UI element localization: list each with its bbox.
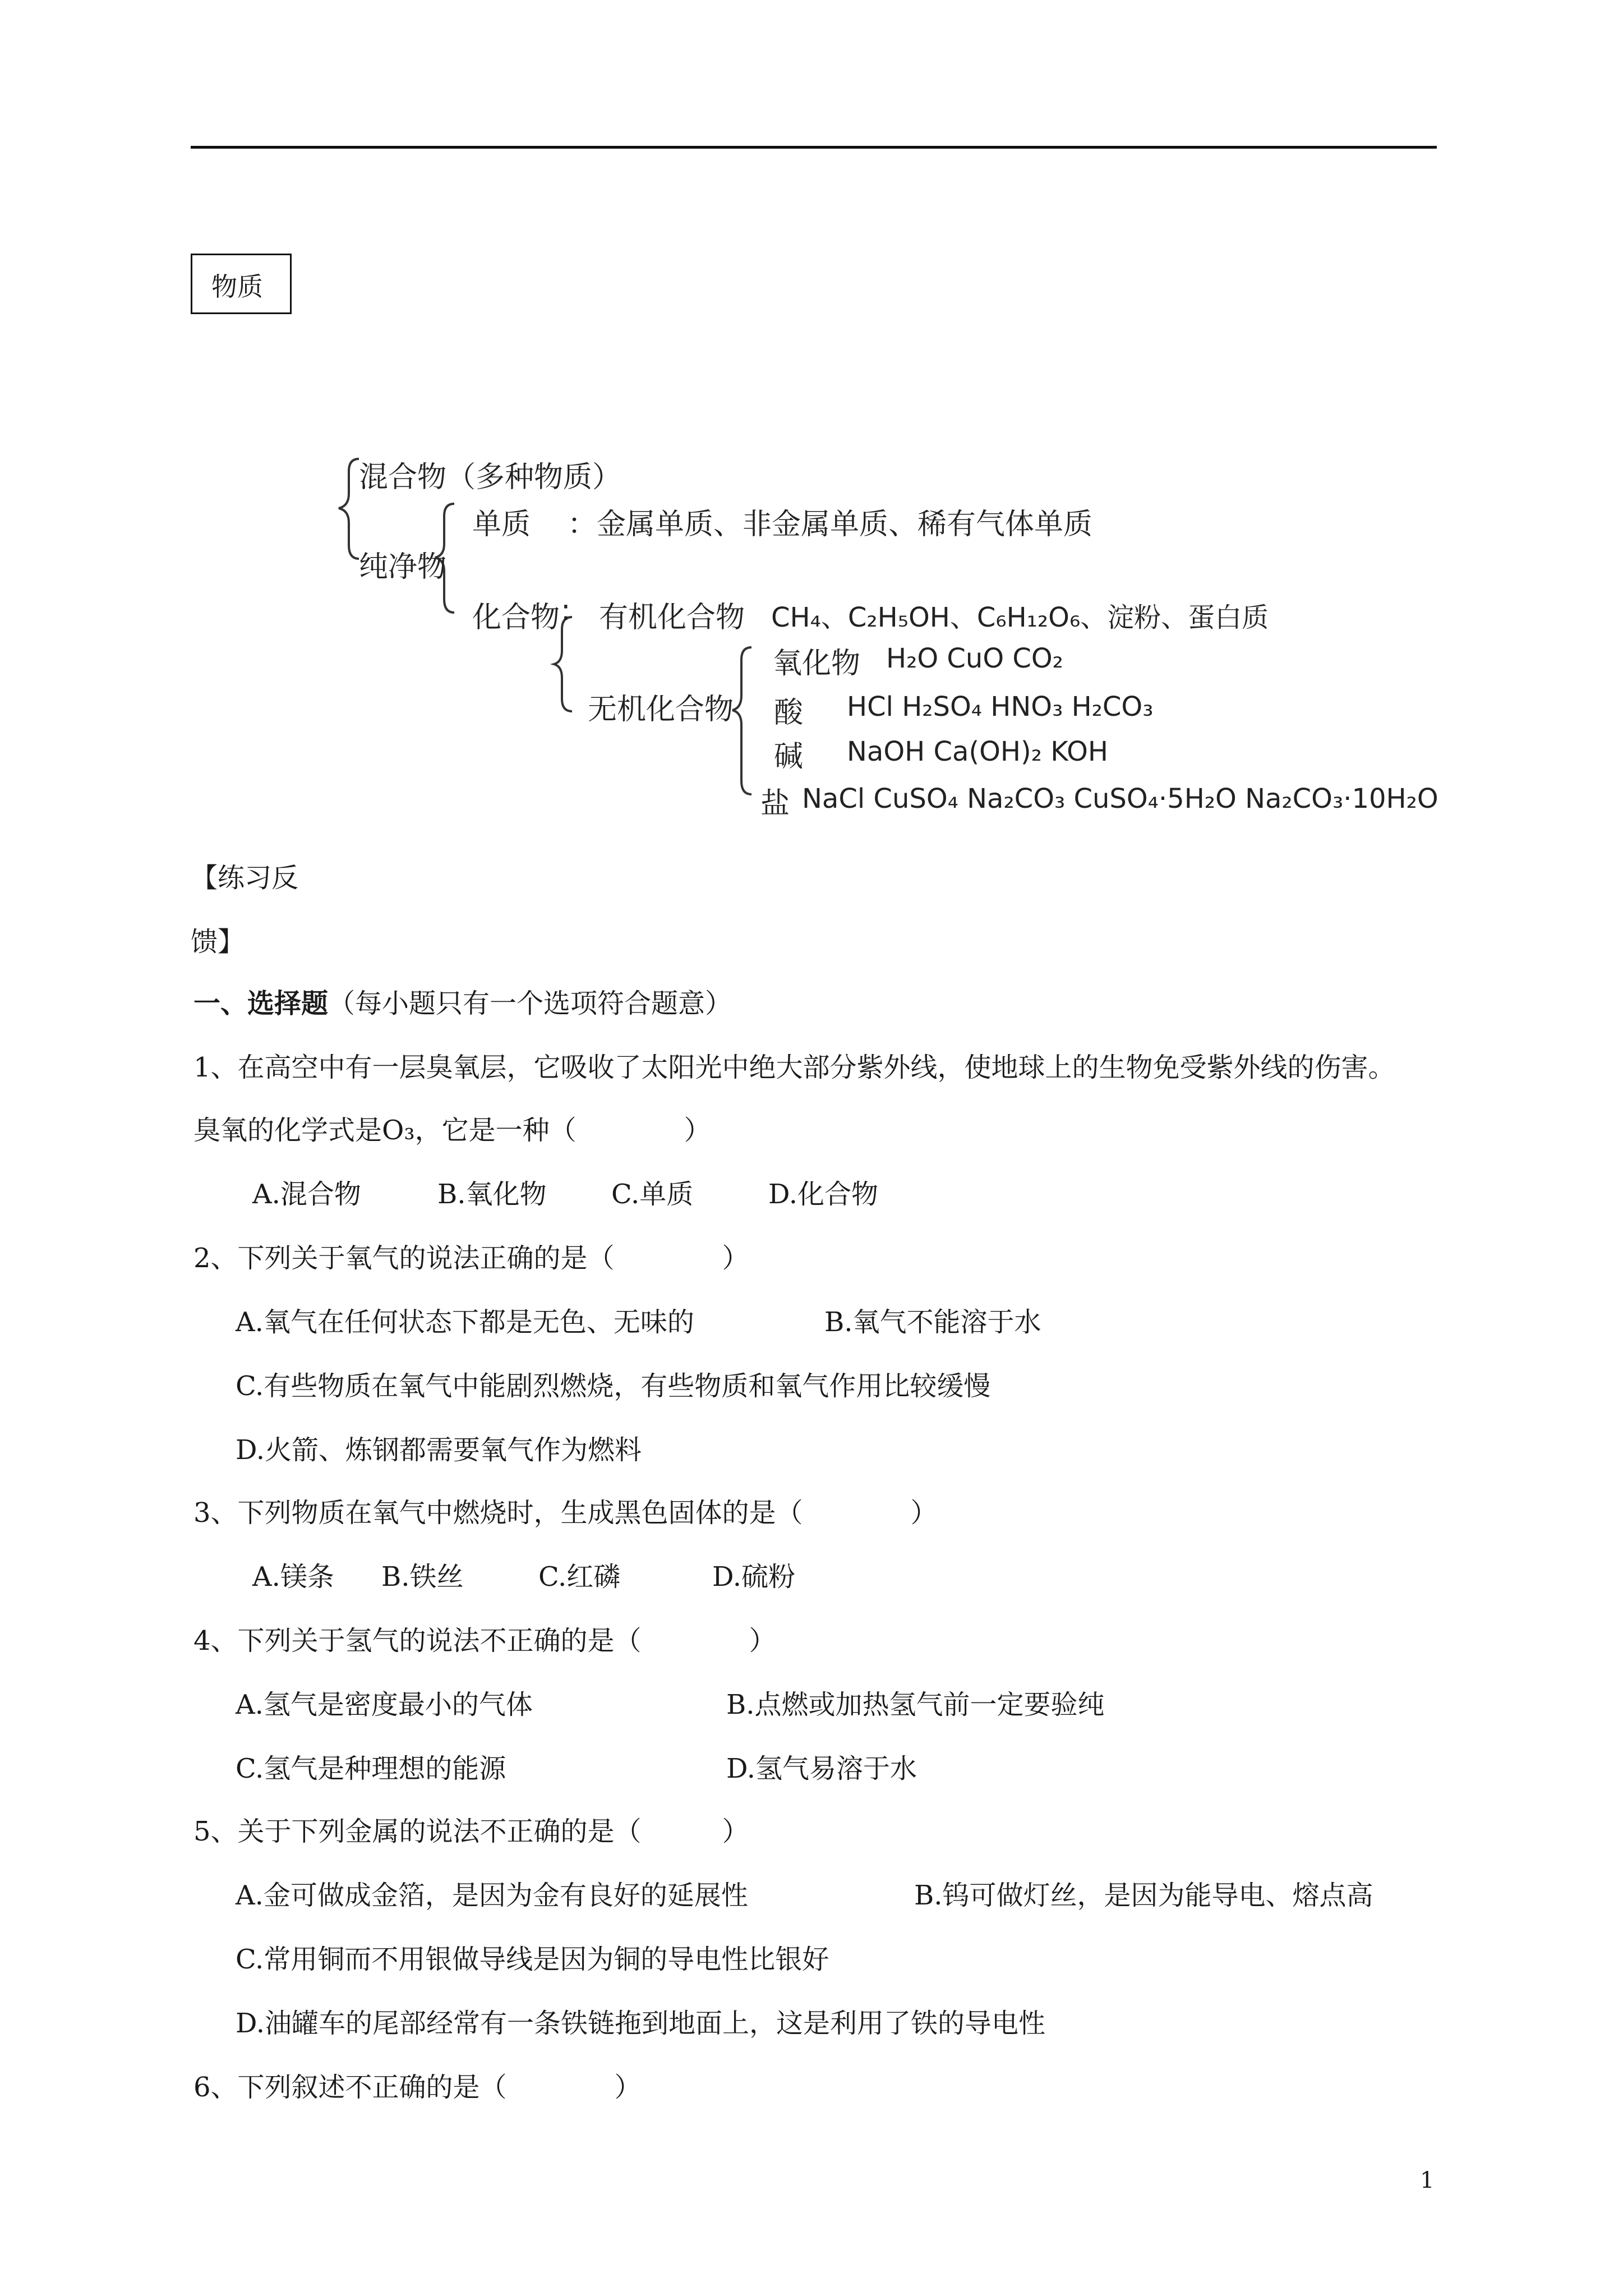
q2-option-d: D.火箭、炼钢都需要氧气作为燃料 bbox=[236, 1434, 642, 1466]
q3-option-b: B.铁丝 bbox=[381, 1561, 464, 1593]
q4-option-b: B.点燃或加热氢气前一定要验纯 bbox=[726, 1689, 1105, 1720]
q1-option-d: D.化合物 bbox=[768, 1179, 879, 1210]
salt-label: 盐 bbox=[760, 787, 790, 821]
acid-label: 酸 bbox=[774, 696, 804, 730]
q5-option-a: A.金可做成金箔，是因为金有良好的延展性 bbox=[236, 1880, 748, 1911]
brace-inorganic bbox=[732, 647, 751, 794]
question-4: 4、下列关于氢气的说法不正确的是（ ） bbox=[193, 1625, 776, 1657]
diagram-braces bbox=[0, 0, 1623, 841]
question-3: 3、下列物质在氧气中燃烧时，生成黑色固体的是（ ） bbox=[193, 1497, 938, 1529]
q5-option-b: B.钨可做灯丝，是因为能导电、熔点高 bbox=[914, 1880, 1373, 1911]
q3-option-c: C.红磷 bbox=[538, 1561, 621, 1593]
element-label: 单质 bbox=[472, 508, 531, 541]
q3-option-a: A.镁条 bbox=[252, 1561, 334, 1593]
question-1-line-2: 臭氧的化学式是O₃，它是一种（ ） bbox=[193, 1115, 711, 1146]
q1-option-a: A.混合物 bbox=[252, 1179, 361, 1210]
base-examples: NaOH Ca(OH)₂ KOH bbox=[847, 736, 1108, 767]
brace-main bbox=[339, 459, 359, 559]
question-2: 2、下列关于氧气的说法正确的是（ ） bbox=[193, 1243, 749, 1274]
pure-label: 纯净物 bbox=[359, 550, 447, 584]
q4-option-d: D.氢气易溶于水 bbox=[726, 1753, 917, 1784]
topic-label: 物质 bbox=[211, 272, 263, 302]
oxide-examples: H₂O CuO CO₂ bbox=[886, 643, 1063, 674]
q5-option-d: D.油罐车的尾部经常有一条铁链拖到地面上，这是利用了铁的导电性 bbox=[236, 2008, 1046, 2039]
practice-heading-1: 【练习反 bbox=[191, 862, 299, 894]
q2-option-a: A.氧气在任何状态下都是无色、无味的 bbox=[236, 1306, 694, 1338]
q2-option-c: C.有些物质在氧气中能剧烈燃烧，有些物质和氧气作用比较缓慢 bbox=[236, 1370, 991, 1402]
acid-examples: HCl H₂SO₄ HNO₃ H₂CO₃ bbox=[847, 691, 1154, 723]
section-title bbox=[193, 982, 732, 1020]
base-label: 碱 bbox=[774, 740, 804, 774]
page-number: 1 bbox=[1420, 2168, 1435, 2193]
oxide-label: 氧化物 bbox=[773, 647, 861, 680]
question-6: 6、下列叙述不正确的是（ ） bbox=[193, 2072, 642, 2103]
q4-option-c: C.氢气是种理想的能源 bbox=[236, 1753, 506, 1784]
compound-colon: : bbox=[561, 593, 571, 627]
element-desc: ：金属单质、非金属单质、稀有气体单质 bbox=[568, 508, 1093, 541]
organic-label: 有机化合物 bbox=[599, 601, 745, 634]
compound-label: 化合物 bbox=[472, 601, 560, 634]
q1-option-b: B.氧化物 bbox=[437, 1179, 547, 1210]
q1-option-c: C.单质 bbox=[611, 1179, 694, 1210]
q3-option-d: D.硫粉 bbox=[712, 1561, 796, 1593]
salt-examples: NaCl CuSO₄ Na₂CO₃ CuSO₄·5H₂O Na₂CO₃·10H₂O bbox=[802, 783, 1438, 815]
question-5: 5、关于下列金属的说法不正确的是（ ） bbox=[193, 1816, 749, 1847]
q4-option-a: A.氢气是密度最小的气体 bbox=[236, 1689, 533, 1720]
section-title-rest: （每小题只有一个选项符合题意） bbox=[328, 988, 732, 1019]
practice-heading-2: 馈】 bbox=[191, 926, 245, 958]
organic-examples: CH₄、C₂H₅OH、C₆H₁₂O₆、淀粉、蛋白质 bbox=[771, 602, 1269, 633]
question-1-line-1: 1、在高空中有一层臭氧层，它吸收了太阳光中绝大部分紫外线，使地球上的生物免受紫外线的伤害。 bbox=[193, 1052, 1395, 1083]
q2-option-b: B.氧气不能溶于水 bbox=[824, 1306, 1041, 1338]
q5-option-c: C.常用铜而不用银做导线是因为铜的导电性比银好 bbox=[236, 1944, 829, 1975]
section-title-bold: 一、选择题 bbox=[193, 988, 329, 1019]
inorganic-label: 无机化合物 bbox=[588, 693, 734, 726]
mixture-label: 混合物（多种物质） bbox=[359, 461, 622, 494]
